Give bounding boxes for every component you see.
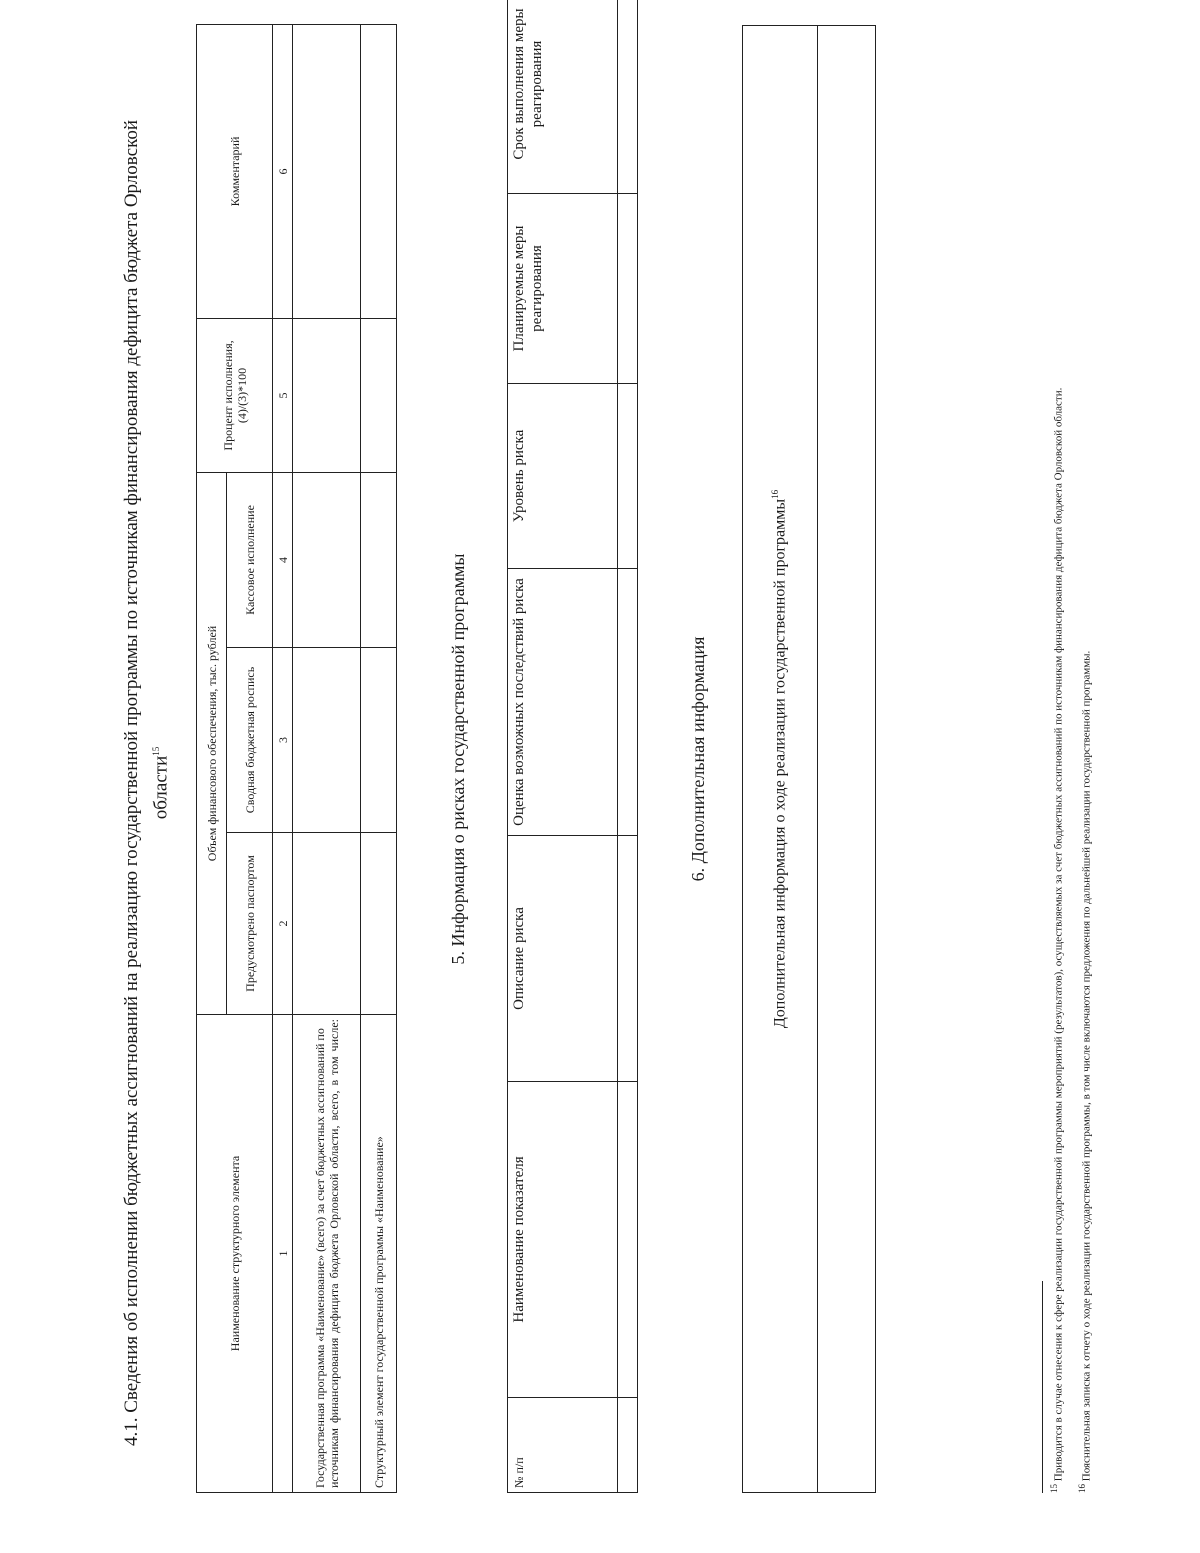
cell-empty <box>618 0 638 194</box>
cell-empty <box>293 472 361 647</box>
additional-info-table <box>742 25 876 1493</box>
cell-empty <box>361 472 397 647</box>
header-risk-level: Уровень риска <box>508 384 618 569</box>
footnote-15-text: Приводится в случае отнесения к сфере реализации государственной программы мероприятий (результатов), осуществляемых за счет бюджетных ассигнований по источникам финансирования дефицита бюджета Орловской области. <box>1052 387 1065 1482</box>
budget-execution-table <box>196 24 397 1493</box>
risks-table <box>507 0 638 1493</box>
header-name: Наименование структурного элемента <box>197 1015 273 1493</box>
header-percent: Процент исполнения, (4)/(3)*100 <box>197 318 273 472</box>
additional-info-label: Дополнительная информация о ходе реализации государственной программы <box>771 498 789 1029</box>
cell-empty <box>618 1082 638 1398</box>
header-additional-info <box>743 26 818 1493</box>
cell-empty <box>618 384 638 569</box>
header-budget: Сводная бюджетная роспись <box>227 648 273 833</box>
section-4-1-title <box>120 103 173 1463</box>
section-6-title: 6. Дополнительная информация <box>688 636 708 882</box>
cell-empty <box>361 318 397 472</box>
header-cash: Кассовое исполнение <box>227 472 273 647</box>
footnote-16-mark: 16 <box>1077 1484 1087 1493</box>
footnote-15 <box>1048 53 1066 1493</box>
cell-empty <box>293 833 361 1015</box>
cell-empty <box>618 1398 638 1493</box>
footnote-16 <box>1076 53 1094 1493</box>
footnote-separator <box>1042 1281 1043 1493</box>
header-comment: Комментарий <box>197 24 273 318</box>
cell-empty <box>293 318 361 472</box>
cell-empty <box>818 26 876 1493</box>
header-planned-measures: Планируемые меры реагирования <box>508 194 618 384</box>
section-5-title: 5. Информация о рисках государственной программы <box>448 553 468 965</box>
header-risk-description: Описание риска <box>508 836 618 1082</box>
section-4-1-title-line2: области <box>150 755 172 820</box>
cell-empty <box>361 24 397 318</box>
footnote-ref-16: 16 <box>770 489 781 499</box>
col-number: 5 <box>273 318 293 472</box>
cell-empty <box>618 194 638 384</box>
section-4-1-title-line1: 4.1. Сведения об исполнении бюджетных ассигнований на реализацию государственной программы по источникам финансирования дефицита бюджета Орловской <box>121 119 142 1447</box>
header-indicator-name: Наименование показателя <box>508 1082 618 1398</box>
col-number: 6 <box>273 24 293 318</box>
footnote-15-mark: 15 <box>1049 1484 1059 1493</box>
col-number: 4 <box>273 472 293 647</box>
header-row-number: № п/п <box>508 1398 618 1493</box>
header-measure-deadline: Срок выполнения меры реагирования <box>508 0 618 194</box>
cell-empty <box>293 24 361 318</box>
footnote-ref-15: 15 <box>151 746 161 756</box>
header-risk-consequences: Оценка возможных последствий риска <box>508 569 618 836</box>
cell-empty <box>618 836 638 1082</box>
cell-empty <box>618 569 638 836</box>
footnote-16-text: Пояснительная записка к отчету о ходе реализации государственной программы, в том числе включаются предложения по дальнейшей реализации государственной программы. <box>1080 650 1093 1482</box>
header-passport: Предусмотрено паспортом <box>227 833 273 1015</box>
cell-empty <box>293 648 361 833</box>
row-structural-element: Структурный элемент государственной программы «Наименование» <box>361 1015 397 1493</box>
header-volume: Объем финансового обеспечения, тыс. рублей <box>197 472 227 1014</box>
col-number: 1 <box>273 1015 293 1493</box>
cell-empty <box>361 648 397 833</box>
col-number: 3 <box>273 648 293 833</box>
row-program-total: Государственная программа «Наименование» (всего) за счет бюджетных ассигнований по источникам финансирования дефицита бюджета Орловской области, всего, в том числе: <box>293 1015 361 1493</box>
cell-empty <box>361 833 397 1015</box>
col-number: 2 <box>273 833 293 1015</box>
